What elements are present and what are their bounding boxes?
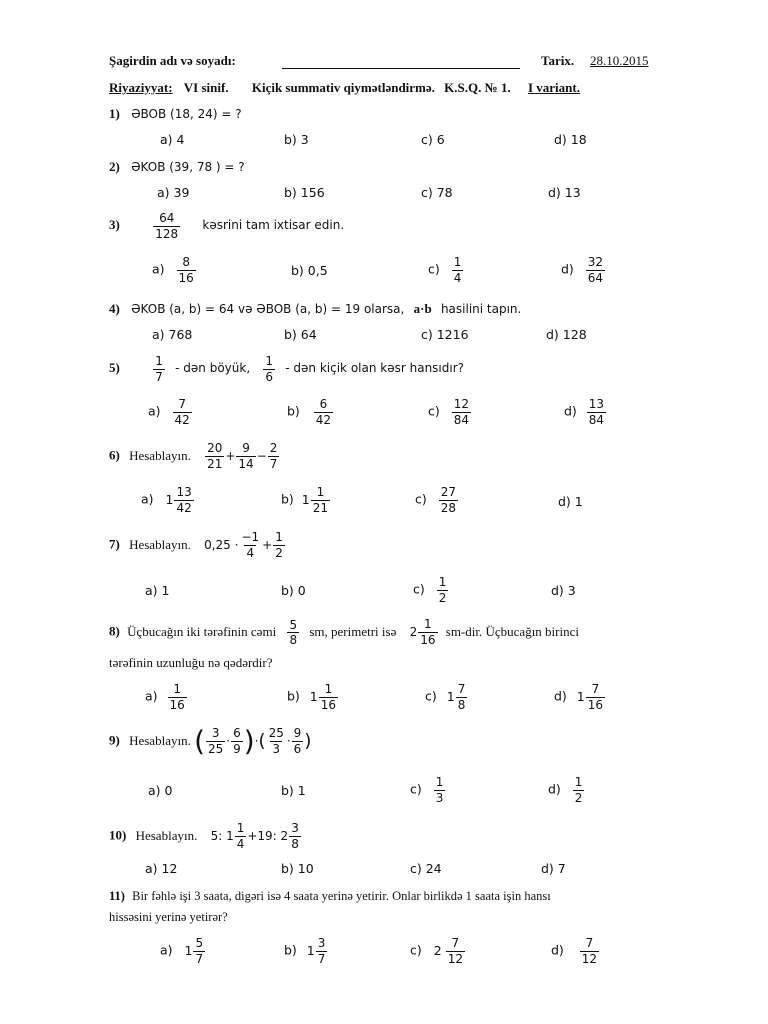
question-number: 9) [109,732,120,748]
option-a[interactable]: a) $\frac{8}{16}$ [152,255,194,285]
test-title: Kiçik summativ qiymətləndirmə. [251,80,435,95]
question-4 [109,302,521,315]
option-d[interactable]: d) 13 [548,185,581,200]
test-code: K.S.Q. № 1. [444,80,511,95]
fraction: $\frac{1}{7}$ [155,354,163,384]
question-text-end: sm-dir. Üçbucağın birinci [445,623,579,639]
option-d[interactable]: d) 128 [546,327,587,342]
option-a[interactable]: a) 12 [145,861,178,876]
question-1 [109,107,242,120]
question-number: 2) [109,159,120,174]
option-d[interactable]: d) 18 [554,132,587,147]
question-text: Hesablayın. [135,827,198,843]
mixed-number: 2 $\frac{1}{16}$ [409,617,436,647]
option-d[interactable]: d) $\frac{7}{12}$ [551,936,598,966]
option-b[interactable]: b) 1 $\frac{1}{21}$ [281,485,329,515]
question-8-line-2: tərəfinin uzunluğu nə qədərdir? [109,655,273,670]
question-number: 11) [109,889,125,903]
question-number: 6) [109,447,120,463]
option-c[interactable]: c) $\frac{1}{3}$ [410,775,444,805]
question-text: Hesablayın. [129,447,191,463]
expression: $\frac{20}{21}$ + $\frac{9}{14}$ − $\frac{2}{7}$ [207,441,278,471]
option-b[interactable]: b) $\frac{6}{42}$ [287,397,332,427]
question-5 [109,355,464,383]
question-text-mid: sm, perimetri isə [309,623,397,639]
question-6 [109,442,280,470]
question-number: 8) [109,623,120,639]
question-bold-term: a·b [413,301,432,316]
option-a[interactable]: a) $\frac{7}{42}$ [148,397,190,427]
option-c[interactable]: c) 24 [410,861,442,876]
question-3 [109,212,344,240]
option-d[interactable]: d) 1 [558,494,583,509]
option-b[interactable]: b) 1 $\frac{1}{16}$ [287,682,337,712]
option-c[interactable]: c) $\frac{1}{4}$ [428,255,462,285]
question-number: 1) [109,106,120,121]
option-a[interactable]: a) 768 [152,327,193,342]
option-a[interactable]: a) 1 [145,583,170,598]
option-c[interactable]: c) $\frac{27}{28}$ [415,485,457,515]
question-text: Hesablayın. [129,536,191,552]
question-number: 7) [109,536,120,552]
question-text: - dən böyük, [175,361,251,376]
option-c[interactable]: c) $\frac{12}{84}$ [428,397,470,427]
option-b[interactable]: b) 0,5 [291,263,328,278]
option-a[interactable]: a) 1 $\frac{5}{7}$ [160,936,204,966]
question-text-end: hasilini tapın. [440,302,522,316]
question-number: 5) [109,360,120,376]
option-a[interactable]: a) $\frac{1}{16}$ [145,682,185,712]
option-a[interactable]: a) 1 $\frac{13}{42}$ [141,485,192,515]
question-text: Bir fəhlə işi 3 saata, digəri isə 4 saata yerinə yetirir. Onlar birlikdə 1 saata işin hansı [132,889,551,903]
option-b[interactable]: b) 3 [284,132,309,147]
question-10 [109,822,302,850]
option-b[interactable]: b) 156 [284,185,325,200]
question-text: ƏKOB (a, b) = 64 və ƏBOB (a, b) = 19 olarsa, [131,302,405,316]
option-b[interactable]: b) 1 $\frac{3}{7}$ [284,936,326,966]
option-c[interactable]: c) $\frac{1}{2}$ [413,575,447,605]
fraction: $\frac{64}{128}$ [155,211,179,241]
subtitle-line [109,81,580,94]
option-a[interactable]: a) 0 [148,783,173,798]
grade-label: VI sinif. [183,80,229,95]
question-number: 10) [109,827,127,843]
expression: 5: 1 $\frac{1}{4}$ +19: 2 $\frac{3}{8}$ [210,821,299,851]
expression: 0,25 · $\frac{-1}{4}$ + $\frac{1}{2}$ [204,530,283,560]
question-text: ƏKOB (39, 78 ) = ? [131,160,245,174]
option-d[interactable]: d) 3 [551,583,576,598]
option-c[interactable]: c) 1216 [421,327,469,342]
option-d[interactable]: d) 1 $\frac{7}{16}$ [554,682,604,712]
option-c[interactable]: c) 1 $\frac{7}{8}$ [425,682,466,712]
question-9 [109,724,312,758]
option-c[interactable]: c) 6 [421,132,445,147]
option-d[interactable]: d) $\frac{32}{64}$ [561,255,604,285]
option-c[interactable]: c) 78 [421,185,453,200]
question-text: ƏBOB (18, 24) = ? [131,107,242,121]
date-value: 28.10.2015 [590,53,649,68]
student-name-label: Şagirdin adı və soyadı: [109,53,236,68]
question-number: 3) [109,217,120,233]
question-7 [109,531,286,559]
date-label: Tarix. [541,53,575,68]
option-b[interactable]: b) 0 [281,583,306,598]
fraction: $\frac{1}{6}$ [265,354,274,384]
question-11 [109,890,551,903]
expression: ( $\frac{3}{25}$ · $\frac{6}{9}$ )·( $\frac{25}{3}$ · $\frac{9}{6}$ ) [194,724,312,758]
question-text: Üçbucağın iki tərəfinin cəmi [127,623,277,639]
option-a[interactable]: a) 39 [157,185,190,200]
question-2 [109,160,245,173]
option-b[interactable]: b) 64 [284,327,317,342]
option-b[interactable]: b) 1 [281,783,306,798]
question-8 [109,618,579,647]
student-name-field[interactable] [282,54,520,69]
option-b[interactable]: b) 10 [281,861,314,876]
question-text: Hesablayın. [129,732,191,748]
question-number: 4) [109,301,120,316]
question-text-end: - dən kiçik olan kəsr hansıdır? [285,361,465,376]
question-11-line-2: hissəsini yerinə yetirər? [109,910,228,924]
subject-label: Riyaziyyat: [109,80,173,95]
option-d[interactable]: d) 7 [541,861,566,876]
fraction: $\frac{5}{8}$ [289,617,298,648]
option-a[interactable]: a) 4 [160,132,185,147]
option-c[interactable]: c) 2 $\frac{7}{12}$ [410,936,463,966]
question-text: kəsrini tam ixtisar edin. [202,218,345,233]
option-d[interactable]: d) $\frac{13}{84}$ [564,397,605,427]
variant-label: I variant. [527,80,580,95]
option-d[interactable]: d) $\frac{1}{2}$ [548,775,583,805]
